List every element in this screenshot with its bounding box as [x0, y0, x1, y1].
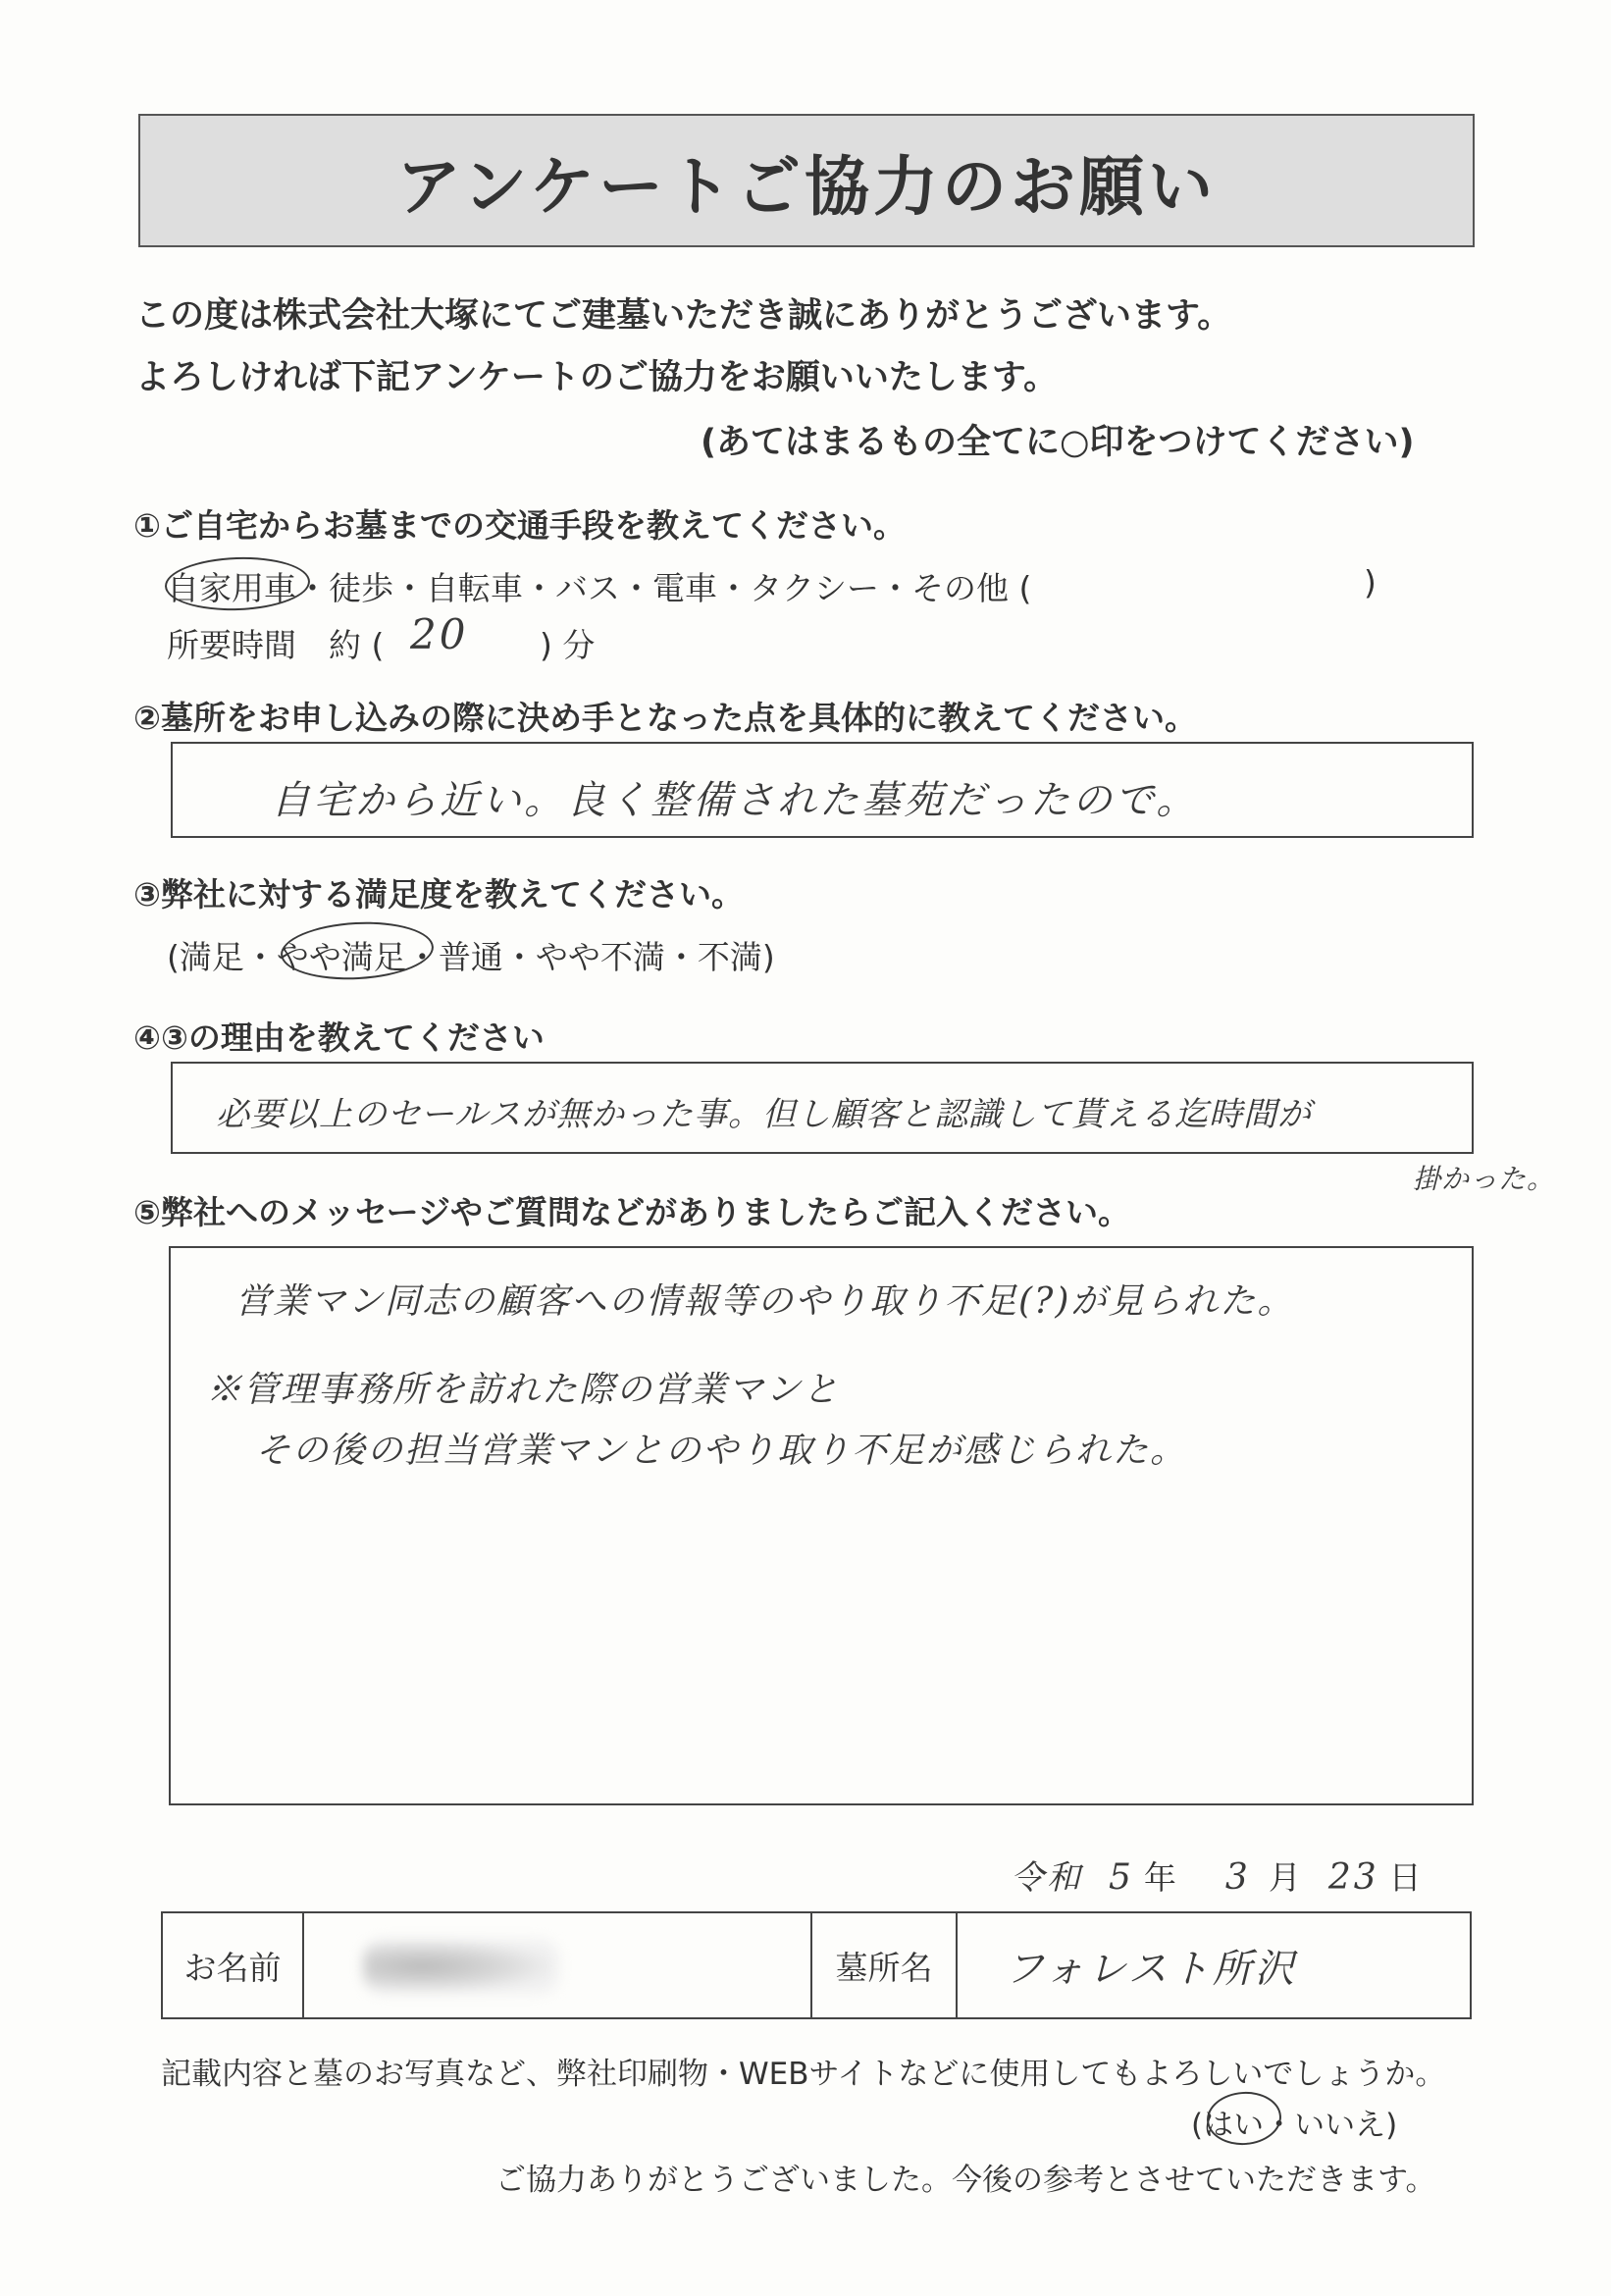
grave-value-cell [958, 1913, 1470, 2017]
name-table [161, 1911, 1472, 2019]
q3-options: (満足・やや満足・普通・やや不満・不満) [167, 938, 775, 976]
q1-time-value: 20 [410, 610, 469, 658]
q1-options: 自家用車・徒歩・自転車・バス・電車・タクシー・その他 ( [167, 569, 1032, 607]
q5-line-1: 営業マン同志の顧客への情報等のやり取り不足(?)が見られた。 [235, 1281, 1295, 1322]
date-year-label: 年 [1143, 1858, 1176, 1897]
name-value-cell [304, 1913, 812, 2017]
date-era: 令和 [1011, 1858, 1083, 1898]
name-label: お名前 [183, 1948, 282, 1987]
date-month: 3 [1224, 1857, 1251, 1898]
date [1011, 1851, 1422, 1899]
question-3: ③弊社に対する満足度を教えてください。 [133, 875, 744, 913]
date-day: 23 [1327, 1857, 1379, 1898]
grave-value: フォレスト所沢 [1005, 1946, 1297, 1992]
q5-answer-box [169, 1246, 1474, 1805]
date-year: 5 [1109, 1857, 1134, 1898]
q2-answer-box [171, 742, 1474, 838]
title-banner [138, 114, 1475, 247]
consent-question: 記載内容と墓のお写真など、弊社印刷物・WEBサイトなどに使用してもよろしいでしょうか。 [161, 2057, 1446, 2092]
q1-options-close: ) [1364, 563, 1377, 601]
q5-line-3: その後の担当営業マンとのやり取り不足が感じられた。 [255, 1431, 1188, 1471]
q1-time-unit: ) 分 [540, 626, 596, 664]
redacted-name [363, 1939, 559, 1994]
consent-options: (はい・いいえ) [1191, 2108, 1398, 2143]
date-day-label: 日 [1388, 1858, 1422, 1897]
grave-label-cell [812, 1913, 958, 2017]
question-1: ①ご自宅からお墓までの交通手段を教えてください。 [133, 506, 906, 545]
q4-answer-cont: 掛かった。 [1413, 1163, 1556, 1195]
intro-line-1: この度は株式会社大塚にてご建墓いただき誠にありがとうございます。 [135, 296, 1232, 336]
q4-answer-box [171, 1062, 1474, 1154]
q2-answer: 自宅から近い。良く整備された墓苑だったので。 [271, 778, 1199, 823]
page-title: アンケートご協力のお願い [395, 148, 1218, 225]
q5-line-2: ※管理事務所を訪れた際の営業マンと [206, 1370, 841, 1410]
intro-line-2: よろしければ下記アンケートのご協力をお願いいたします。 [135, 358, 1059, 397]
q4-answer: 必要以上のセールスが無かった事。但し顧客と認識して貰える迄時間が [216, 1095, 1312, 1134]
intro-note: (あてはまるもの全てに○印をつけてください) [701, 423, 1415, 462]
q1-time-label: 所要時間 約 ( [167, 626, 385, 664]
thanks-message: ご協力ありがとうございました。今後の参考とさせていただきます。 [495, 2163, 1436, 2198]
question-2: ②墓所をお申し込みの際に決め手となった点を具体的に教えてください。 [133, 699, 1197, 737]
question-5: ⑤弊社へのメッセージやご質問などがありましたらご記入ください。 [133, 1193, 1130, 1231]
name-label-cell [163, 1913, 304, 2017]
grave-label: 墓所名 [835, 1948, 933, 1987]
question-4: ④③の理由を教えてください [133, 1018, 545, 1057]
date-month-label: 月 [1268, 1858, 1301, 1897]
